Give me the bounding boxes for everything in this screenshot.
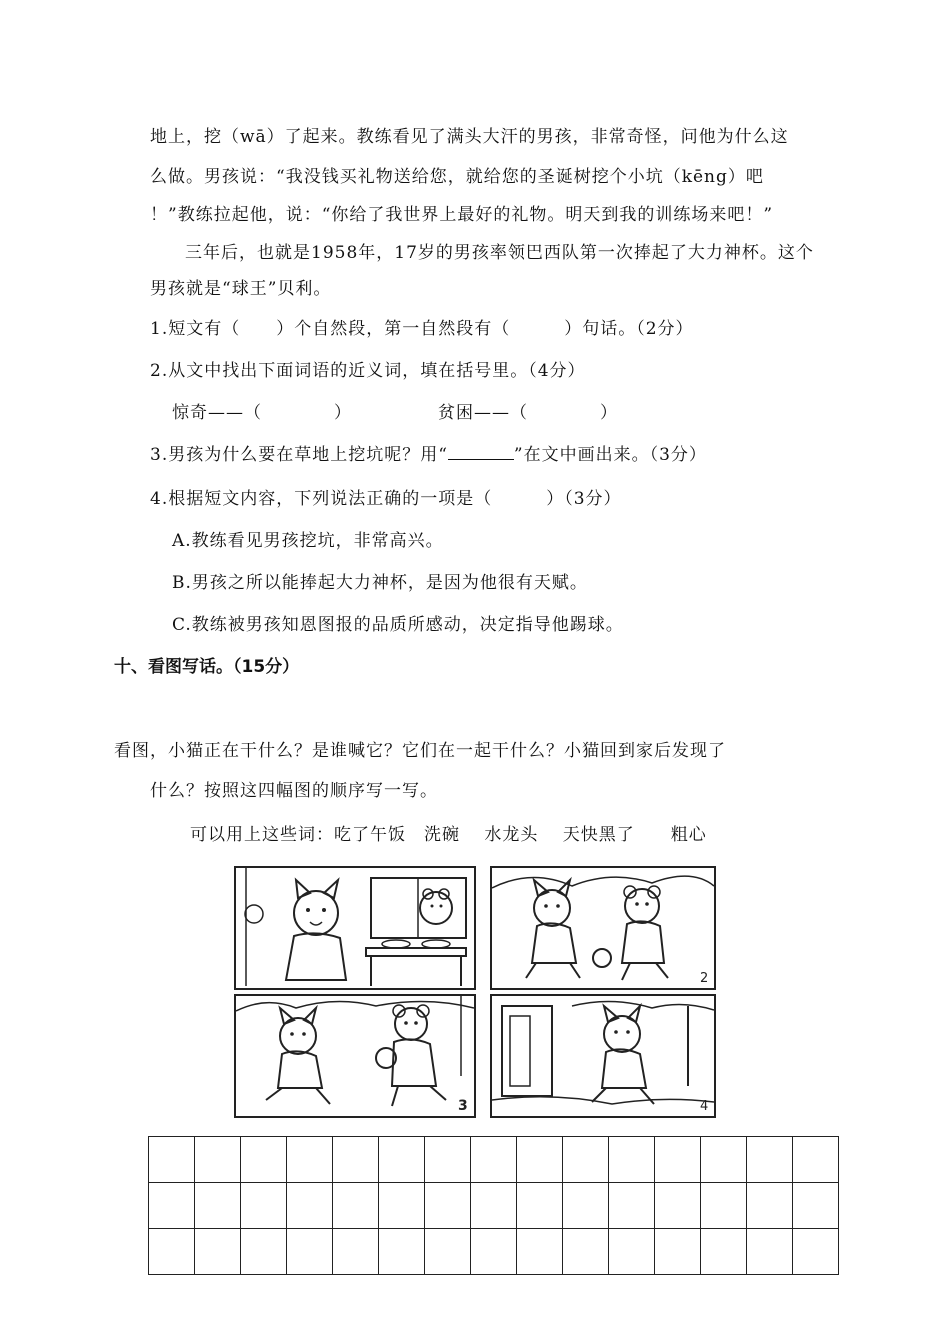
grid-cell[interactable] [747,1183,793,1229]
grid-cell[interactable] [333,1229,379,1275]
question-4-option-a: A.教练看见男孩挖坑，非常高兴。 [172,531,444,551]
grid-cell[interactable] [471,1183,517,1229]
panel-number-3: 3 [458,1098,468,1114]
grid-cell[interactable] [793,1137,839,1183]
question-4: 4.根据短文内容，下列说法正确的一项是（ ）（3分） [150,489,622,509]
grid-cell[interactable] [471,1229,517,1275]
grid-cell[interactable] [517,1183,563,1229]
grid-cell[interactable] [287,1229,333,1275]
grid-cell[interactable] [609,1229,655,1275]
picture-panel-1 [234,866,476,990]
grid-cell[interactable] [379,1183,425,1229]
grid-cell[interactable] [195,1137,241,1183]
grid-cell[interactable] [241,1183,287,1229]
grid-cell[interactable] [655,1137,701,1183]
writing-prompt-line-1: 看图，小猫正在干什么？是谁喊它？它们在一起干什么？小猫回到家后发现了 [114,741,726,761]
grid-cell[interactable] [149,1137,195,1183]
grid-cell[interactable] [287,1183,333,1229]
question-4-option-c: C.教练被男孩知恩图报的品质所感动，决定指导他踢球。 [172,615,624,635]
grid-cell[interactable] [195,1229,241,1275]
grid-cell[interactable] [425,1183,471,1229]
picture-panel-2 [490,866,716,990]
question-2: 2.从文中找出下面词语的近义词，填在括号里。（4分） [150,361,586,381]
grid-cell[interactable] [333,1137,379,1183]
grid-cell[interactable] [701,1229,747,1275]
grid-cell[interactable] [425,1229,471,1275]
suggested-words: 可以用上这些词：吃了午饭 洗碗 水龙头 天快黑了 粗心 [190,825,707,845]
grid-cell[interactable] [517,1137,563,1183]
question-4-option-b: B.男孩之所以能捧起大力神杯，是因为他很有天赋。 [172,573,588,593]
grid-cell[interactable] [379,1137,425,1183]
grid-cell[interactable] [149,1183,195,1229]
panel-number-2: 2 [700,971,709,986]
passage-line-5: 男孩就是“球王”贝利。 [150,279,332,299]
question-2-item-b: 贫困——（ ） [438,403,618,423]
panel-number-4: 4 [700,1099,709,1114]
grid-cell[interactable] [793,1229,839,1275]
grid-cell[interactable] [379,1229,425,1275]
grid-cell[interactable] [655,1229,701,1275]
question-3 [150,440,707,465]
grid-cell[interactable] [333,1183,379,1229]
question-1: 1.短文有（ ）个自然段，第一自然段有（ ）句话。（2分） [150,319,694,339]
writing-grid-row [149,1137,839,1183]
grid-cell[interactable] [241,1137,287,1183]
grid-cell[interactable] [563,1137,609,1183]
grid-cell[interactable] [563,1229,609,1275]
passage-line-4: 三年后，也就是1958年，17岁的男孩率领巴西队第一次捧起了大力神杯。这个 [185,243,814,263]
picture-panel-3 [234,994,476,1118]
question-3-text-after: ”在文中画出来。（3分） [513,445,707,465]
grid-cell[interactable] [149,1229,195,1275]
passage-line-2: 么做。男孩说：“我没钱买礼物送给您，就给您的圣诞树挖个小坑（kēng）吧 [150,167,764,187]
writing-grid-row [149,1229,839,1275]
cat-and-bear-playing-ball-illustration [492,868,714,988]
cat-and-bear-running-illustration [236,996,474,1116]
grid-cell[interactable] [287,1137,333,1183]
picture-sequence [234,860,718,1118]
picture-panel-4 [490,994,716,1118]
section-10-heading: 十、看图写话。（15分） [114,657,300,677]
grid-cell[interactable] [425,1137,471,1183]
cat-at-home-illustration [236,868,474,988]
passage-line-1: 地上，挖（wā）了起来。教练看见了满头大汗的男孩，非常奇怪，问他为什么这 [150,127,789,147]
underline-symbol [448,445,514,460]
passage-line-3: ！”教练拉起他，说：“你给了我世界上最好的礼物。明天到我的训练场来吧！” [150,205,774,225]
writing-grid-row [149,1183,839,1229]
grid-cell[interactable] [563,1183,609,1229]
grid-cell[interactable] [793,1183,839,1229]
grid-cell[interactable] [701,1183,747,1229]
writing-prompt-line-2: 什么？按照这四幅图的顺序写一写。 [150,781,438,801]
grid-cell[interactable] [195,1183,241,1229]
question-3-text-before: 3.男孩为什么要在草地上挖坑呢？用“ [150,445,448,465]
grid-cell[interactable] [609,1183,655,1229]
grid-cell[interactable] [241,1229,287,1275]
grid-cell[interactable] [747,1229,793,1275]
writing-grid[interactable] [148,1136,839,1275]
grid-cell[interactable] [517,1229,563,1275]
grid-cell[interactable] [747,1137,793,1183]
grid-cell[interactable] [655,1183,701,1229]
grid-cell[interactable] [609,1137,655,1183]
grid-cell[interactable] [471,1137,517,1183]
question-2-item-a: 惊奇——（ ） [172,403,352,423]
cat-returning-home-illustration [492,996,714,1116]
grid-cell[interactable] [701,1137,747,1183]
